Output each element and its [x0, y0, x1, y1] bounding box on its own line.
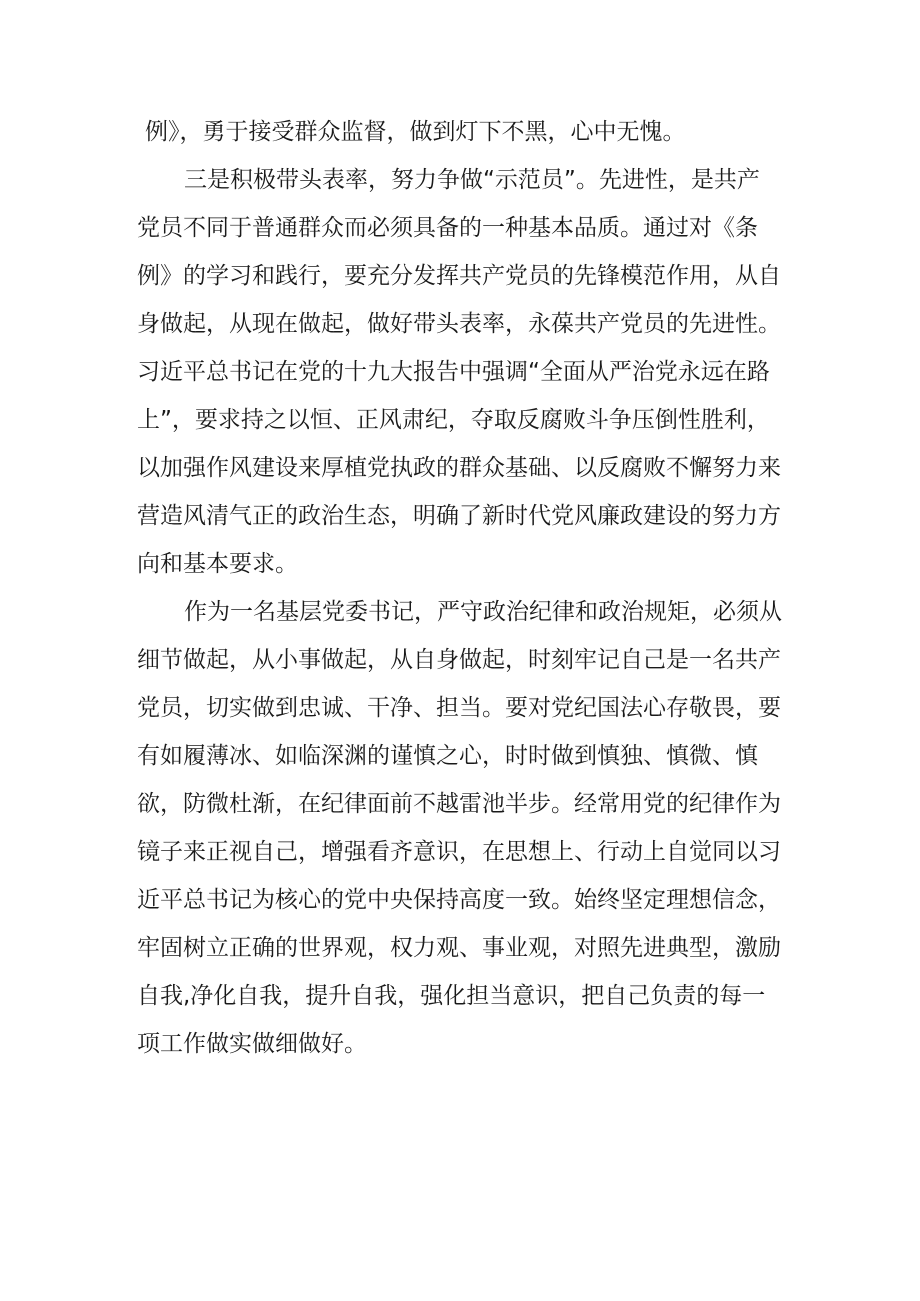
text-line: 细节做起，从小事做起，从自身做起，时刻牢记自己是一名共产 [137, 647, 781, 673]
text-line: 项工作做实做细做好。 [137, 1031, 367, 1057]
text-line: 欲，防微杜渐，在纪律面前不越雷池半步。经常用党的纪律作为 [137, 791, 781, 817]
paragraph-role-model [137, 156, 797, 588]
text-line: 习近平总书记在党的十九大报告中强调“全面从严治党永远在路 [137, 359, 770, 385]
text-line: 牢固树立正确的世界观，权力观、事业观，对照先进典型，激励 [137, 935, 781, 961]
text-line: 向和基本要求。 [137, 551, 298, 577]
text-line: 自我,净化自我，提升自我，强化担当意识，把自己负责的每一 [137, 983, 766, 1009]
text-line: 身做起，从现在做起，做好带头表率，永葆共产党员的先进性。 [137, 311, 781, 337]
text-line: 上”，要求持之以恒、正风肃纪，夺取反腐败斗争压倒性胜利， [137, 407, 770, 433]
text-line: 党员，切实做到忠诚、干净、担当。要对党纪国法心存敬畏，要 [137, 695, 781, 721]
document-body [137, 108, 797, 1068]
text-line: 近平总书记为核心的党中央保持高度一致。始终坚定理想信念， [137, 887, 781, 913]
paragraph-continuation [137, 108, 797, 156]
text-line: 作为一名基层党委书记，严守政治纪律和政治规矩，必须从 [184, 599, 782, 625]
text-line: 例》的学习和践行，要充分发挥共产党员的先锋模范作用，从自 [137, 263, 781, 289]
text-line: 例》，勇于接受群众监督，做到灯下不黑，心中无愧。 [145, 119, 686, 145]
text-line: 以加强作风建设来厚植党执政的群众基础、以反腐败不懈努力来 [137, 455, 781, 481]
text-line: 营造风清气正的政治生态，明确了新时代党风廉政建设的努力方 [137, 503, 781, 529]
text-line: 镜子来正视自己，增强看齐意识，在思想上、行动上自觉同以习 [137, 839, 781, 865]
text-line: 党员不同于普通群众而必须具备的一种基本品质。通过对《条 [137, 215, 758, 241]
paragraph-party-secretary [137, 588, 797, 1068]
text-line: 有如履薄冰、如临深渊的谨慎之心，时时做到慎独、慎微、慎 [137, 743, 758, 769]
text-line: 三是积极带头表率，努力争做“示范员”。先进性，是共产 [184, 167, 760, 193]
